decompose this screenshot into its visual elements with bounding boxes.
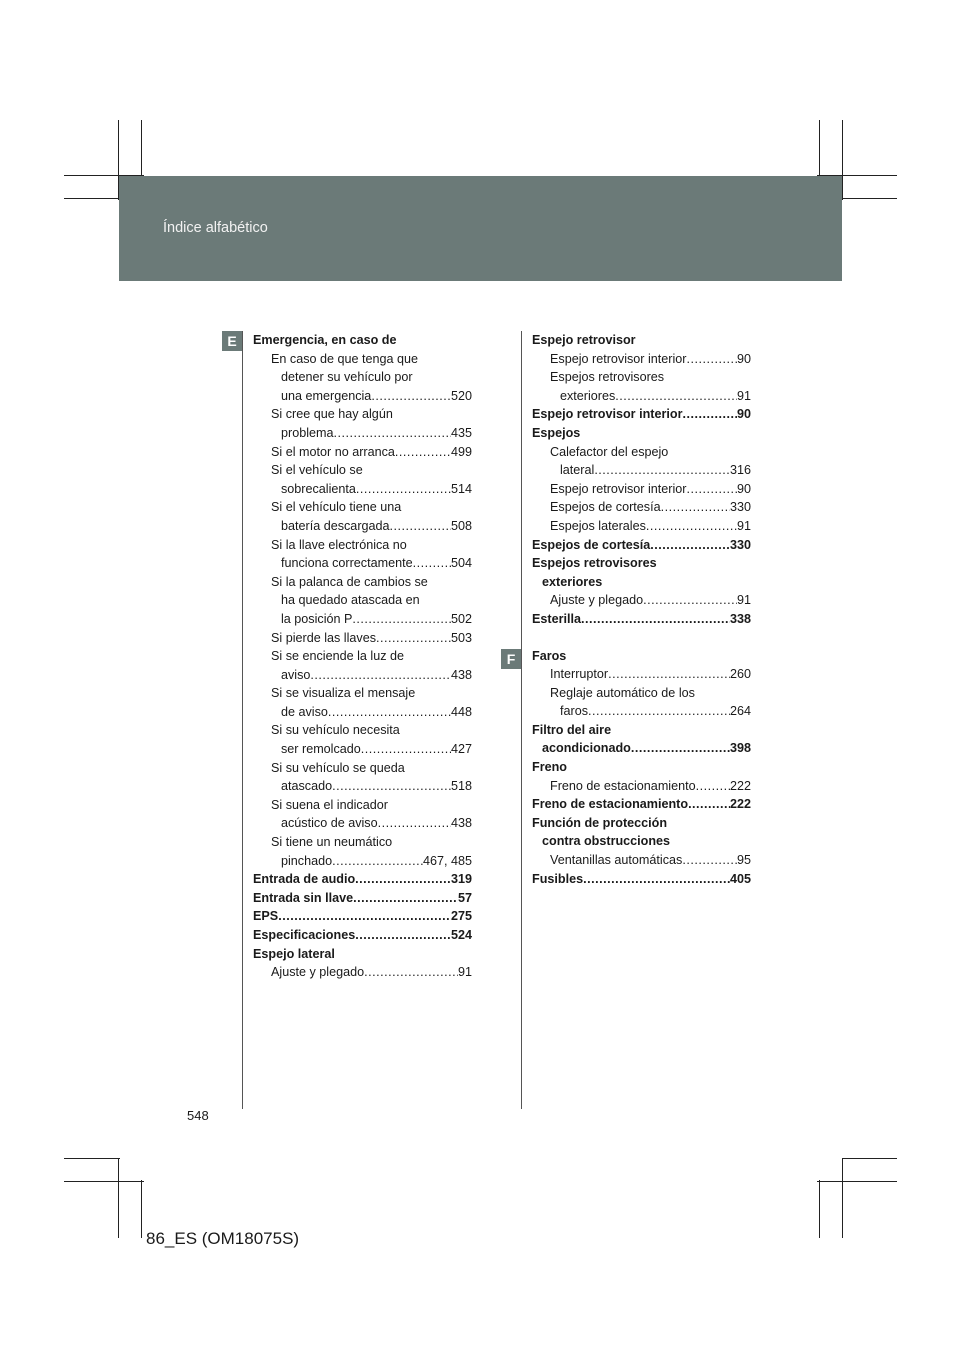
index-entry	[253, 387, 472, 406]
index-entry-page: 435	[450, 425, 472, 440]
index-entry-page: 91	[736, 388, 751, 403]
index-entry	[253, 405, 472, 424]
index-entry-text: Espejos retrovisores	[532, 556, 657, 571]
index-entry-text: Emergencia, en caso de	[253, 333, 397, 347]
dot-leader	[682, 405, 737, 424]
index-entry-text: la posición P	[281, 611, 353, 626]
index-entry	[532, 350, 751, 369]
index-entry	[253, 331, 472, 350]
index-entry-page: 520	[450, 388, 472, 403]
index-entry-text: Espejos retrovisores	[550, 370, 665, 385]
index-entry-page: 222	[729, 797, 751, 812]
index-entry-page: 502	[450, 611, 472, 626]
index-entry-page: 438	[450, 816, 472, 831]
dot-leader	[413, 554, 451, 573]
index-entry	[532, 721, 751, 740]
index-entry-text: ha quedado atascada en	[281, 593, 420, 608]
column-divider	[521, 331, 522, 1109]
index-entry	[532, 573, 751, 592]
dot-leader	[395, 443, 451, 462]
index-entry-text: de aviso	[281, 704, 328, 719]
crop-mark	[141, 1180, 142, 1238]
index-entry	[253, 870, 472, 889]
index-entry	[532, 777, 751, 796]
index-entry	[532, 795, 751, 814]
dot-leader	[390, 517, 451, 536]
crop-mark	[817, 1181, 897, 1182]
index-entry-text: Calefactor del espejo	[550, 444, 669, 459]
index-entry-page: 260	[729, 667, 751, 682]
index-entry-text: Si se visualiza el mensaje	[271, 686, 416, 701]
index-entry-page: 222	[729, 778, 751, 793]
index-entry	[532, 368, 751, 387]
index-entry	[532, 405, 751, 424]
index-entry-page: 90	[736, 481, 751, 496]
index-entry-page: 275	[450, 909, 472, 924]
index-entry-page: 330	[729, 500, 751, 515]
page-title: Índice alfabético	[163, 220, 268, 236]
index-entry-text: pinchado	[281, 853, 333, 868]
index-entry-page: 91	[736, 518, 751, 533]
document-code: 86_ES (OM18075S)	[146, 1229, 300, 1248]
index-entry	[532, 702, 751, 721]
index-entry	[253, 963, 472, 982]
index-entry-text: detener su vehículo por	[281, 370, 413, 385]
index-entry-text: Filtro del aire	[532, 722, 612, 737]
crop-mark	[842, 1158, 843, 1238]
index-entry-text: Si la palanca de cambios se	[271, 574, 428, 589]
index-entry	[253, 833, 472, 852]
index-entry-text: exteriores	[542, 574, 603, 589]
index-entry-page: 57	[457, 890, 472, 905]
index-entry-text: Freno	[532, 760, 567, 775]
index-entry-page: 514	[450, 481, 472, 496]
index-entry-page: 264	[729, 704, 751, 719]
index-entry-text: faros	[560, 704, 588, 719]
index-entry-page: 316	[729, 463, 751, 478]
index-entry	[532, 517, 751, 536]
index-entry	[532, 665, 751, 684]
dot-leader	[378, 814, 451, 833]
index-entry-text: Espejo lateral	[253, 946, 335, 961]
index-entry-page: 503	[450, 630, 472, 645]
crop-mark	[819, 1180, 820, 1238]
index-entry-text: Si pierde las llaves	[271, 630, 376, 645]
index-entry	[253, 852, 472, 871]
index-entry	[532, 758, 751, 777]
index-entry	[253, 424, 472, 443]
index-entry	[532, 498, 751, 517]
page-number: 548	[187, 1108, 209, 1123]
dot-leader	[686, 480, 737, 499]
index-entry	[532, 443, 751, 462]
dot-leader	[328, 703, 451, 722]
section-letter-e: E	[222, 331, 242, 351]
index-entry-text: sobrecalienta	[281, 481, 356, 496]
index-entry-text: Si suena el indicador	[271, 797, 388, 812]
dot-leader	[631, 739, 730, 758]
index-entry-text: Ajuste y plegado	[550, 593, 644, 608]
index-column-left	[253, 331, 472, 982]
index-entry	[253, 629, 472, 648]
dot-leader	[581, 610, 730, 629]
index-entry	[532, 591, 751, 610]
index-entry	[532, 647, 751, 666]
index-entry-text: contra obstrucciones	[542, 834, 671, 849]
index-entry-page: 91	[736, 593, 751, 608]
dot-leader	[352, 610, 451, 629]
index-entry	[253, 684, 472, 703]
dot-leader	[356, 480, 451, 499]
index-entry-text: Freno de estacionamiento	[550, 778, 696, 793]
index-entry-text: Función de protección	[532, 815, 668, 830]
index-entry	[253, 647, 472, 666]
index-entry-text: Espejo retrovisor	[532, 333, 636, 347]
index-entry-text: Si su vehículo se queda	[271, 760, 405, 775]
index-entry-text: Espejos	[532, 425, 581, 440]
index-entry-text: En caso de que tenga que	[271, 351, 419, 366]
index-entry	[253, 480, 472, 499]
index-entry-text: Espejos laterales	[550, 518, 646, 533]
index-entry-text: Espejos de cortesía	[532, 537, 651, 552]
index-entry-page: 467, 485	[422, 853, 472, 868]
dot-leader	[310, 666, 451, 685]
index-entry	[253, 777, 472, 796]
index-entry	[253, 350, 472, 369]
index-entry	[532, 387, 751, 406]
index-entry-text: exteriores	[560, 388, 616, 403]
index-entry-text: Si se enciende la luz de	[271, 649, 405, 664]
index-entry-text: atascado	[281, 779, 333, 794]
dot-leader	[353, 889, 458, 908]
dot-leader	[364, 963, 458, 982]
index-entry	[253, 889, 472, 908]
index-entry	[532, 331, 751, 350]
index-entry-page: 95	[736, 853, 751, 868]
dot-leader	[643, 591, 737, 610]
index-entry	[253, 945, 472, 964]
index-entry	[253, 721, 472, 740]
dot-leader	[686, 350, 737, 369]
index-entry	[532, 536, 751, 555]
index-entry-text: Esterilla	[532, 611, 582, 626]
column-divider	[242, 331, 243, 1109]
index-entry	[532, 461, 751, 480]
index-entry-text: Si el motor no arranca	[271, 444, 395, 459]
index-entry-page: 319	[450, 872, 472, 887]
index-entry-text: Si cree que hay algún	[271, 407, 393, 422]
crop-mark	[842, 120, 843, 200]
dot-leader	[355, 870, 451, 889]
index-entry-text: aviso	[281, 667, 311, 682]
index-entry-text: ser remolcado	[281, 742, 361, 757]
index-entry-text: Reglaje automático de los	[550, 685, 695, 700]
index-entry-page: 524	[450, 928, 472, 942]
crop-mark	[64, 1158, 120, 1159]
index-entry	[253, 498, 472, 517]
crop-mark	[64, 1181, 144, 1182]
dot-leader	[646, 517, 737, 536]
dot-leader	[334, 424, 451, 443]
index-entry-page: 90	[736, 351, 751, 366]
index-entry	[253, 610, 472, 629]
crop-mark	[118, 1158, 119, 1238]
index-entry-page: 518	[450, 779, 472, 794]
dot-leader	[355, 926, 451, 945]
index-entry-page: 427	[450, 742, 472, 757]
index-entry-text: EPS	[253, 909, 279, 924]
dot-leader	[594, 461, 730, 480]
index-entry-page: 398	[729, 741, 751, 756]
index-entry-text: funciona correctamente	[281, 556, 413, 571]
index-entry	[253, 814, 472, 833]
index-entry	[532, 684, 751, 703]
index-entry-text: Interruptor	[550, 667, 609, 682]
index-entry	[253, 740, 472, 759]
index-entry-text: lateral	[560, 463, 595, 478]
index-column-right	[532, 331, 751, 888]
index-entry-text: una emergencia	[281, 388, 372, 403]
index-entry-text: Faros	[532, 648, 567, 663]
index-entry-page: 405	[729, 871, 751, 886]
index-entry	[532, 851, 751, 870]
index-entry	[532, 814, 751, 833]
index-entry	[532, 610, 751, 629]
section-header	[119, 176, 842, 281]
index-entry	[253, 443, 472, 462]
index-entry-page: 504	[450, 556, 472, 571]
dot-leader	[650, 536, 730, 555]
dot-leader	[682, 851, 737, 870]
index-entry	[532, 480, 751, 499]
index-entry	[253, 536, 472, 555]
index-entry-page: 448	[450, 704, 472, 719]
index-entry	[253, 703, 472, 722]
index-entry-text: acondicionado	[542, 741, 631, 756]
index-entry	[253, 926, 472, 945]
index-entry-page: 90	[736, 407, 751, 422]
dot-leader	[661, 498, 730, 517]
index-entry-text: Si el vehículo se	[271, 463, 363, 478]
index-entry-text: Espejos de cortesía	[550, 500, 661, 515]
index-entry	[532, 870, 751, 889]
index-entry-page: 91	[457, 965, 472, 980]
index-entry	[253, 796, 472, 815]
section-letter-f: F	[501, 649, 521, 669]
index-entry-text: Entrada de audio	[253, 872, 356, 887]
index-entry	[532, 832, 751, 851]
index-entry-text: Entrada sin llave	[253, 890, 354, 905]
index-entry	[532, 424, 751, 443]
index-entry-text: Especificaciones	[253, 928, 356, 942]
index-entry	[253, 591, 472, 610]
dot-leader	[696, 777, 730, 796]
index-entry-text: acústico de aviso	[281, 816, 378, 831]
index-entry-text: Espejo retrovisor interior	[550, 481, 687, 496]
dot-leader	[278, 907, 451, 926]
index-entry-text: Si tiene un neumático	[271, 835, 393, 850]
index-entry-text: problema	[281, 425, 334, 440]
index-entry	[253, 573, 472, 592]
index-entry-text: Freno de estacionamiento	[532, 797, 689, 812]
index-entry	[253, 517, 472, 536]
index-entry-page: 438	[450, 667, 472, 682]
dot-leader	[376, 629, 451, 648]
index-entry-page: 499	[450, 444, 472, 459]
index-entry	[532, 554, 751, 573]
index-entry-text: Fusibles	[532, 871, 584, 886]
dot-leader	[588, 702, 730, 721]
index-entry	[253, 759, 472, 778]
dot-leader	[615, 387, 737, 406]
index-entry-text: Ventanillas automáticas	[550, 853, 683, 868]
index-entry-text: batería descargada	[281, 518, 390, 533]
crop-mark	[842, 1158, 897, 1159]
index-entry	[253, 461, 472, 480]
dot-leader	[608, 665, 730, 684]
index-entry-page: 508	[450, 518, 472, 533]
index-entry	[253, 554, 472, 573]
index-entry	[253, 368, 472, 387]
index-entry	[253, 666, 472, 685]
index-entry-text: Espejo retrovisor interior	[532, 407, 683, 422]
index-entry-text: Ajuste y plegado	[271, 965, 365, 980]
index-entry-page: 330	[729, 537, 751, 552]
index-entry-text: Si su vehículo necesita	[271, 723, 400, 738]
dot-leader	[371, 387, 451, 406]
index-entry-page: 338	[729, 611, 751, 626]
dot-leader	[332, 852, 423, 871]
index-entry	[532, 739, 751, 758]
dot-leader	[361, 740, 451, 759]
dot-leader	[688, 795, 730, 814]
dot-leader	[583, 870, 730, 889]
index-entry-text: Si la llave electrónica no	[271, 537, 407, 552]
dot-leader	[332, 777, 451, 796]
index-entry-text: Si el vehículo tiene una	[271, 500, 402, 515]
index-entry	[253, 907, 472, 926]
index-entry-text: Espejo retrovisor interior	[550, 351, 687, 366]
